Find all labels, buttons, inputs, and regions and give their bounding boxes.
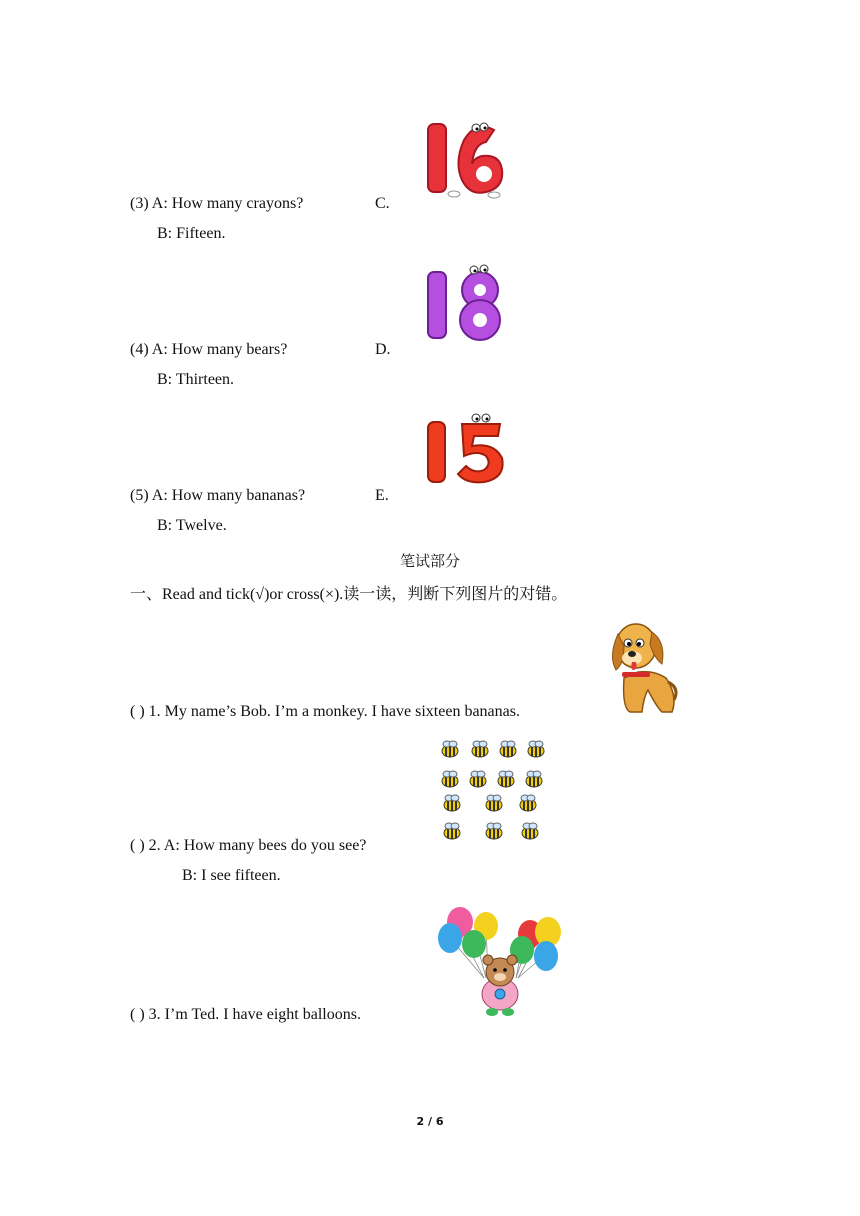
question-5: (5) A: How many bananas? [130,487,306,504]
number-15-icon [424,412,510,493]
number-16-icon [424,118,510,205]
bee-icon [524,770,544,788]
bees-icon [438,738,554,846]
written-question-3: ( ) 3. I’m Ted. I have eight balloons. [130,1006,361,1023]
bee-icon [468,770,488,788]
dog-icon [608,616,680,721]
option-c-label: C. [375,195,390,212]
bee-icon [440,770,460,788]
bee-icon [520,822,540,840]
option-d-label: D. [375,341,391,358]
answer-5: B: Twelve. [157,517,227,534]
bee-icon [496,770,516,788]
answer-3: B: Fifteen. [157,225,226,242]
written-question-1: ( ) 1. My name’s Bob. I’m a monkey. I have sixteen bananas. [130,703,520,720]
option-e-label: E. [375,487,389,504]
written-question-2: ( ) 2. A: How many bees do you see? [130,837,367,854]
question-3: (3) A: How many crayons? [130,195,304,212]
bee-icon [470,740,490,758]
bee-icon [442,822,462,840]
bear-with-balloons-icon [436,904,566,1023]
written-answer-2: B: I see fifteen. [182,867,281,884]
page-number: 2 / 6 [416,1115,444,1128]
bee-icon [518,794,538,812]
section-title: 笔试部分 [399,552,460,570]
bee-icon [526,740,546,758]
bee-icon [498,740,518,758]
bee-icon [484,794,504,812]
answer-4: B: Thirteen. [157,371,235,388]
question-4: (4) A: How many bears? [130,341,288,358]
bee-icon [442,794,462,812]
part1-heading: 一、Read and tick(√)or cross(×).读一读，判断下列图片的对错。 [130,586,568,603]
bee-icon [440,740,460,758]
bee-icon [484,822,504,840]
number-18-icon [424,262,510,351]
